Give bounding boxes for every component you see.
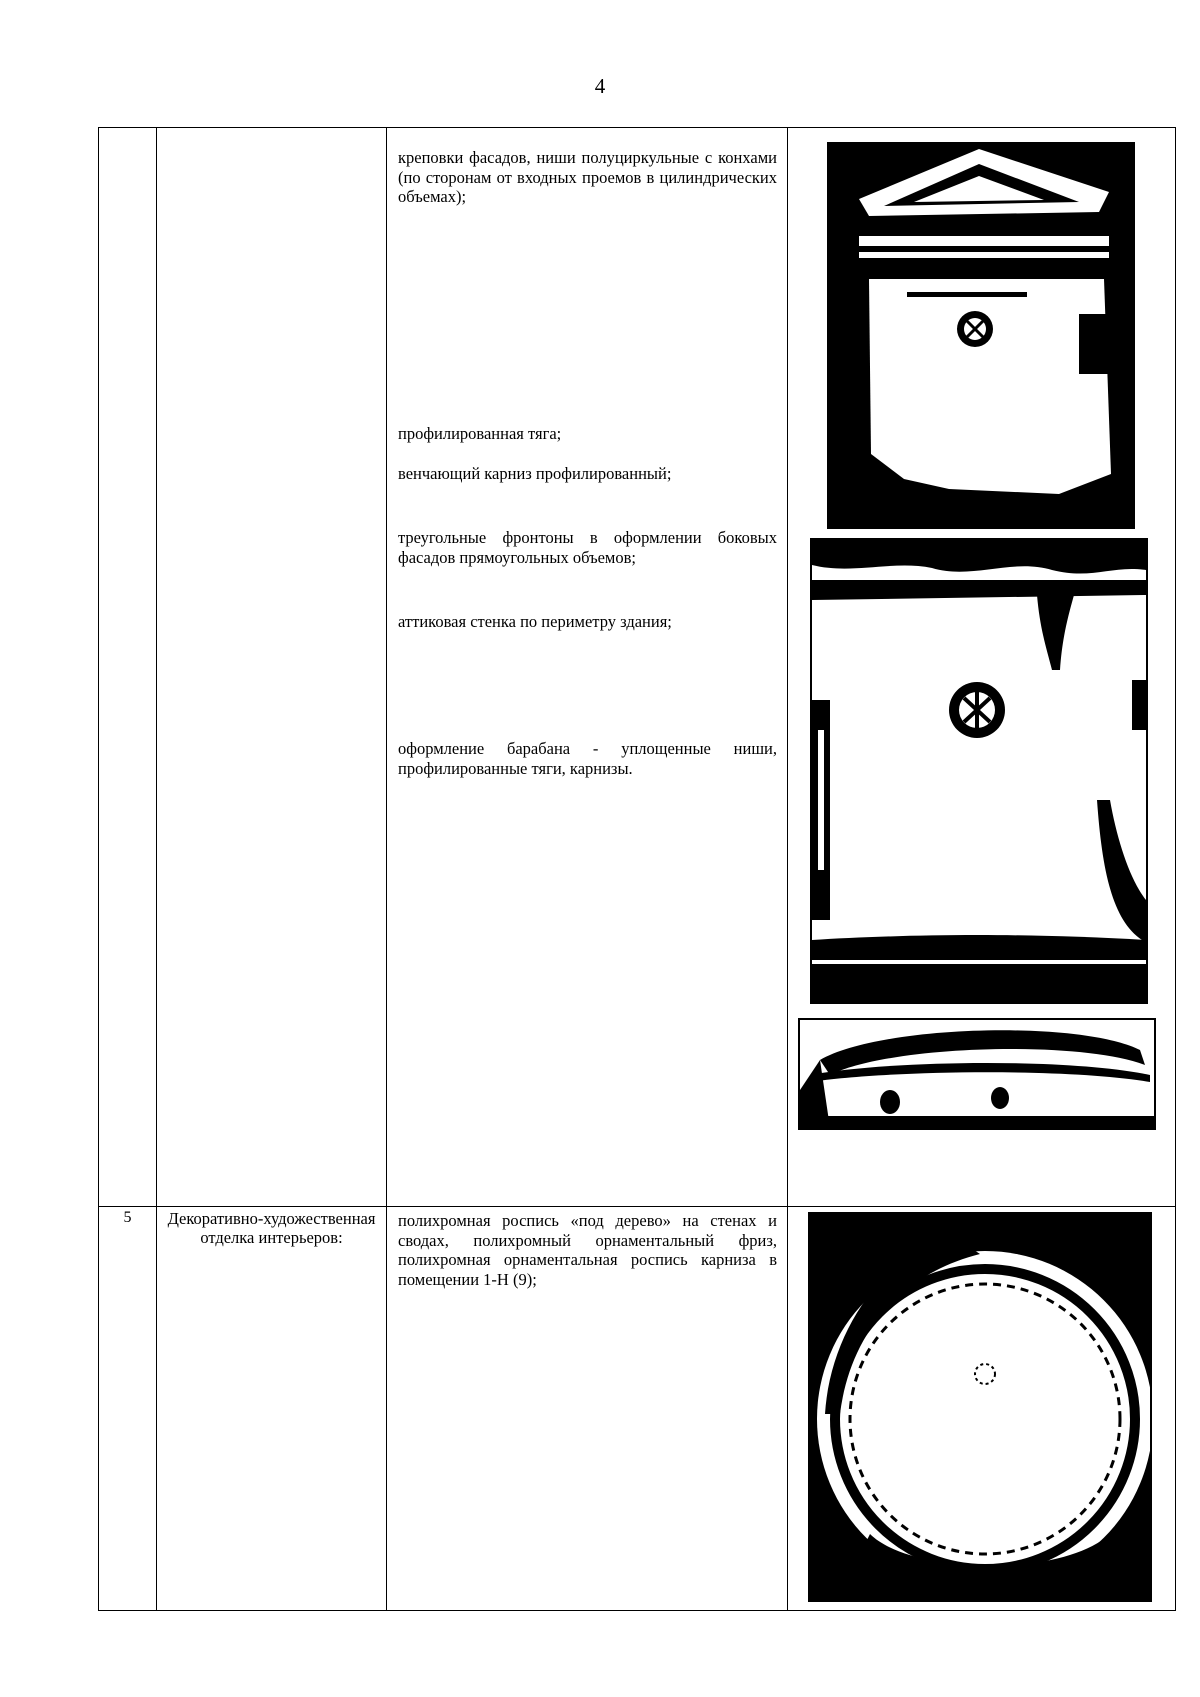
ceiling-dome-image (810, 1214, 1150, 1600)
ceiling-dome-photo (808, 1212, 1152, 1602)
table-row (99, 128, 1175, 1207)
facade-pediment-image (829, 144, 1133, 527)
cylinder-facade-image (812, 540, 1146, 1002)
table-row (99, 1207, 1175, 1610)
row-number-cell: 5 (99, 1207, 157, 1610)
description-item: креповки фасадов, ниши полуциркульные с конхами (по сторонам от входных проемов в цилиндрических объемах); (398, 148, 777, 206)
description-item: оформление барабана - уплощенные ниши, профилированные тяги, карнизы. (398, 739, 777, 778)
description-item: венчающий карниз профилированный; (398, 464, 672, 483)
description-item: профилированная тяга; (398, 424, 562, 443)
description-cell (387, 128, 788, 1206)
description-item: полихромная роспись «под дерево» на стенах и сводах, полихромный орнаментальный фриз, полихромная орнаментальная роспись карниза в помещении 1-Н (9); (398, 1211, 777, 1289)
drum-cornice-photo (798, 1018, 1156, 1130)
description-cell (387, 1207, 788, 1610)
drum-cornice-image (800, 1020, 1154, 1128)
photo-cell (788, 1207, 1175, 1610)
page-number: 4 (594, 74, 606, 98)
monument-features-table (98, 127, 1176, 1611)
facade-pediment-photo (827, 142, 1135, 529)
photo-cell (788, 128, 1175, 1206)
description-item: аттиковая стенка по периметру здания; (398, 612, 672, 631)
row-number-cell (99, 128, 157, 1206)
category-cell (157, 128, 387, 1206)
description-item: треугольные фронтоны в оформлении боковых фасадов прямоугольных объемов; (398, 528, 777, 567)
cylinder-facade-photo (810, 538, 1148, 1004)
category-cell: Декоративно-художественная отделка интерьеров: (157, 1207, 387, 1610)
